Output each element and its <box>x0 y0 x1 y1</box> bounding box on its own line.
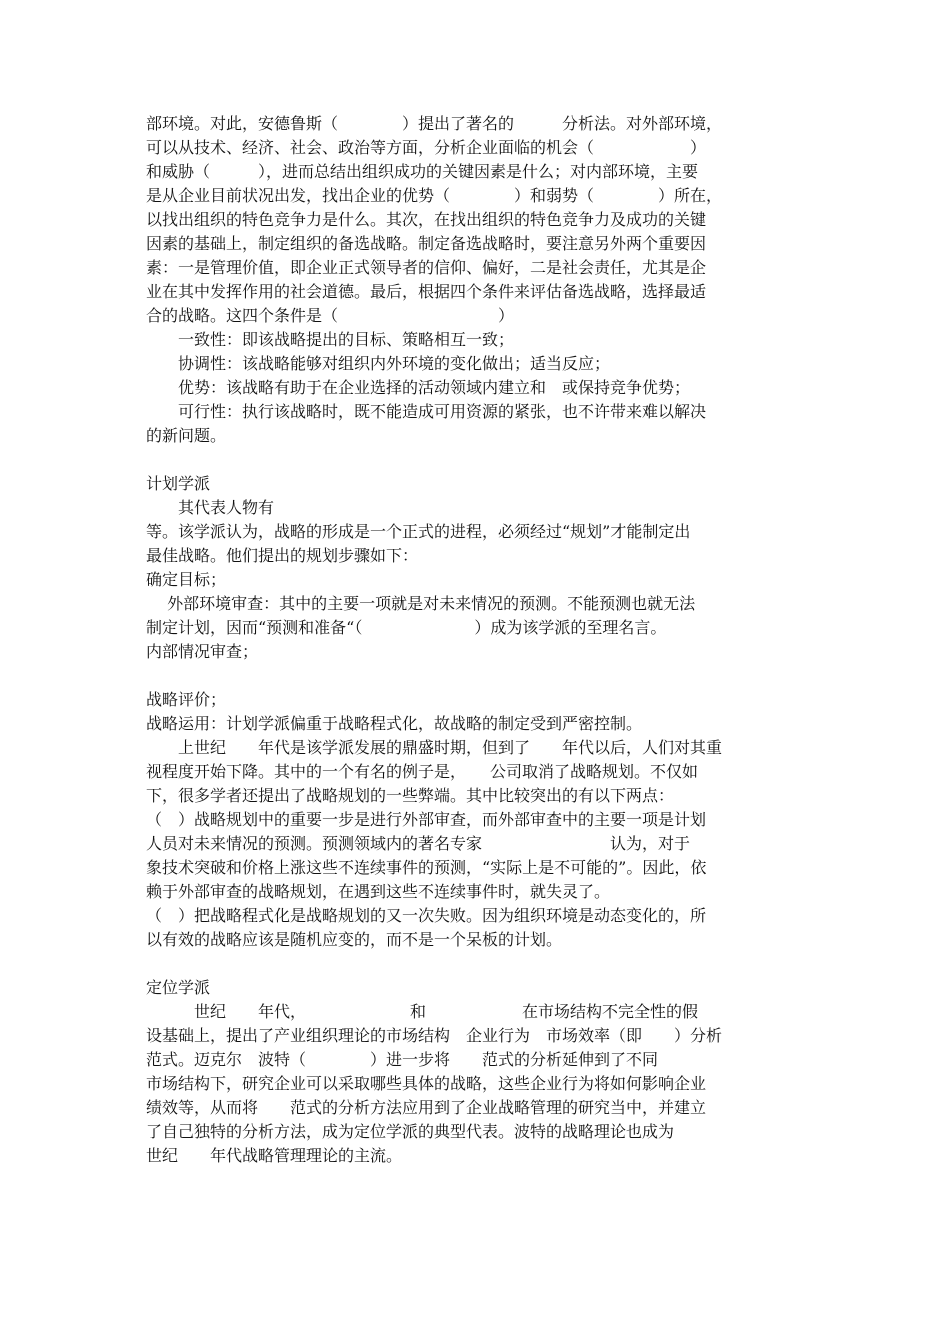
condition-feasibility: 可行性：执行该战略时，既不能造成可用资源的紧张，也不许带来难以解决 <box>146 402 707 421</box>
text-line: 确定目标； <box>146 570 227 589</box>
text-line: 是从企业目前状况出发，找出企业的优势（ ）和弱势（ ）所在， <box>146 186 723 205</box>
text-line: 象技术突破和价格上涨这些不连续事件的预测，“实际上是不可能的”。因此，依 <box>146 858 707 877</box>
text-line: 等。该学派认为，战略的形成是一个正式的进程，必须经过“规划”才能制定出 <box>146 522 691 541</box>
text-line: （ ）把战略程式化是战略规划的又一次失败。因为组织环境是动态变化的，所 <box>146 906 707 925</box>
text-line: 上世纪 年代是该学派发展的鼎盛时期，但到了 年代以后，人们对其重 <box>146 738 723 757</box>
text-line: 素：一是管理价值，即企业正式领导者的信仰、偏好，二是社会责任，尤其是企 <box>146 258 707 277</box>
spacer <box>146 448 810 472</box>
text-line: 以找出组织的特色竞争力是什么。其次，在找出组织的特色竞争力及成功的关键 <box>146 210 707 229</box>
intro-paragraph <box>146 112 810 328</box>
text-line: 范式。迈克尔 波特（ ）进一步将 范式的分析延伸到了不同 <box>146 1050 659 1069</box>
text-line: 合的战略。这四个条件是（ ） <box>146 306 515 325</box>
text-line: 可以从技术、经济、社会、政治等方面，分析企业面临的机会（ ） <box>146 138 707 157</box>
document-page <box>146 112 810 1168</box>
text-line: 设基础上，提出了产业组织理论的市场结构 企业行为 市场效率（即 ）分析 <box>146 1026 723 1045</box>
text-line: 战略评价； <box>146 690 227 709</box>
text-line: 赖于外部审查的战略规划，在遇到这些不连续事件时，就失灵了。 <box>146 882 611 901</box>
text-line: （ ）战略规划中的重要一步是进行外部审查，而外部审查中的主要一项是计划 <box>146 810 707 829</box>
condition-advantage: 优势：该战略有助于在企业选择的活动领域内建立和 或保持竞争优势； <box>146 378 691 397</box>
condition-consistency: 一致性：即该战略提出的目标、策略相互一致； <box>146 330 515 349</box>
text-line: 了自己独特的分析方法，成为定位学派的典型代表。波特的战略理论也成为 <box>146 1122 675 1141</box>
text-line: 人员对未来情况的预测。预测领域内的著名专家 认为，对于 <box>146 834 691 853</box>
text-line: 最佳战略。他们提出的规划步骤如下： <box>146 546 419 565</box>
text-line: 内部情况审查； <box>146 642 259 661</box>
text-line: 下，很多学者还提出了战略规划的一些弊端。其中比较突出的有以下两点： <box>146 786 675 805</box>
text-line: 外部环境审查：其中的主要一项就是对未来情况的预测。不能预测也就无法 <box>146 594 696 613</box>
text-line: 的新问题。 <box>146 426 227 445</box>
section-heading: 计划学派 <box>146 474 211 493</box>
text-line: 制定计划，因而“预测和准备“（ ）成为该学派的至理名言。 <box>146 618 667 637</box>
conditions-list <box>146 328 810 448</box>
text-line: 世纪 年代， 和 在市场结构不完全性的假 <box>146 1002 699 1021</box>
text-line: 以有效的战略应该是随机应变的，而不是一个呆板的计划。 <box>146 930 563 949</box>
text-line: 战略运用：计划学派偏重于战略程式化，故战略的制定受到严密控制。 <box>146 714 643 733</box>
text-line: 和威胁（ ），进而总结出组织成功的关键因素是什么；对内部环境，主要 <box>146 162 699 181</box>
text-line: 业在其中发挥作用的社会道德。最后，根据四个条件来评估备选战略，选择最适 <box>146 282 707 301</box>
text-line: 市场结构下，研究企业可以采取哪些具体的战略，这些企业行为将如何影响企业 <box>146 1074 707 1093</box>
text-line: 世纪 年代战略管理理论的主流。 <box>146 1146 403 1165</box>
text-line: 部环境。对此，安德鲁斯（ ）提出了著名的 分析法。对外部环境， <box>146 114 723 133</box>
text-line: 绩效等，从而将 范式的分析方法应用到了企业战略管理的研究当中，并建立 <box>146 1098 707 1117</box>
text-line: 其代表人物有 <box>146 498 275 517</box>
text-line: 因素的基础上，制定组织的备选战略。制定备选战略时，要注意另外两个重要因 <box>146 234 707 253</box>
condition-coordination: 协调性：该战略能够对组织内外环境的变化做出；适当反应； <box>146 354 611 373</box>
section-heading: 定位学派 <box>146 978 211 997</box>
spacer <box>146 664 810 688</box>
spacer <box>146 952 810 976</box>
planning-school-section <box>146 472 810 952</box>
positioning-school-section <box>146 976 810 1168</box>
text-line: 视程度开始下降。其中的一个有名的例子是， 公司取消了战略规划。不仅如 <box>146 762 699 781</box>
